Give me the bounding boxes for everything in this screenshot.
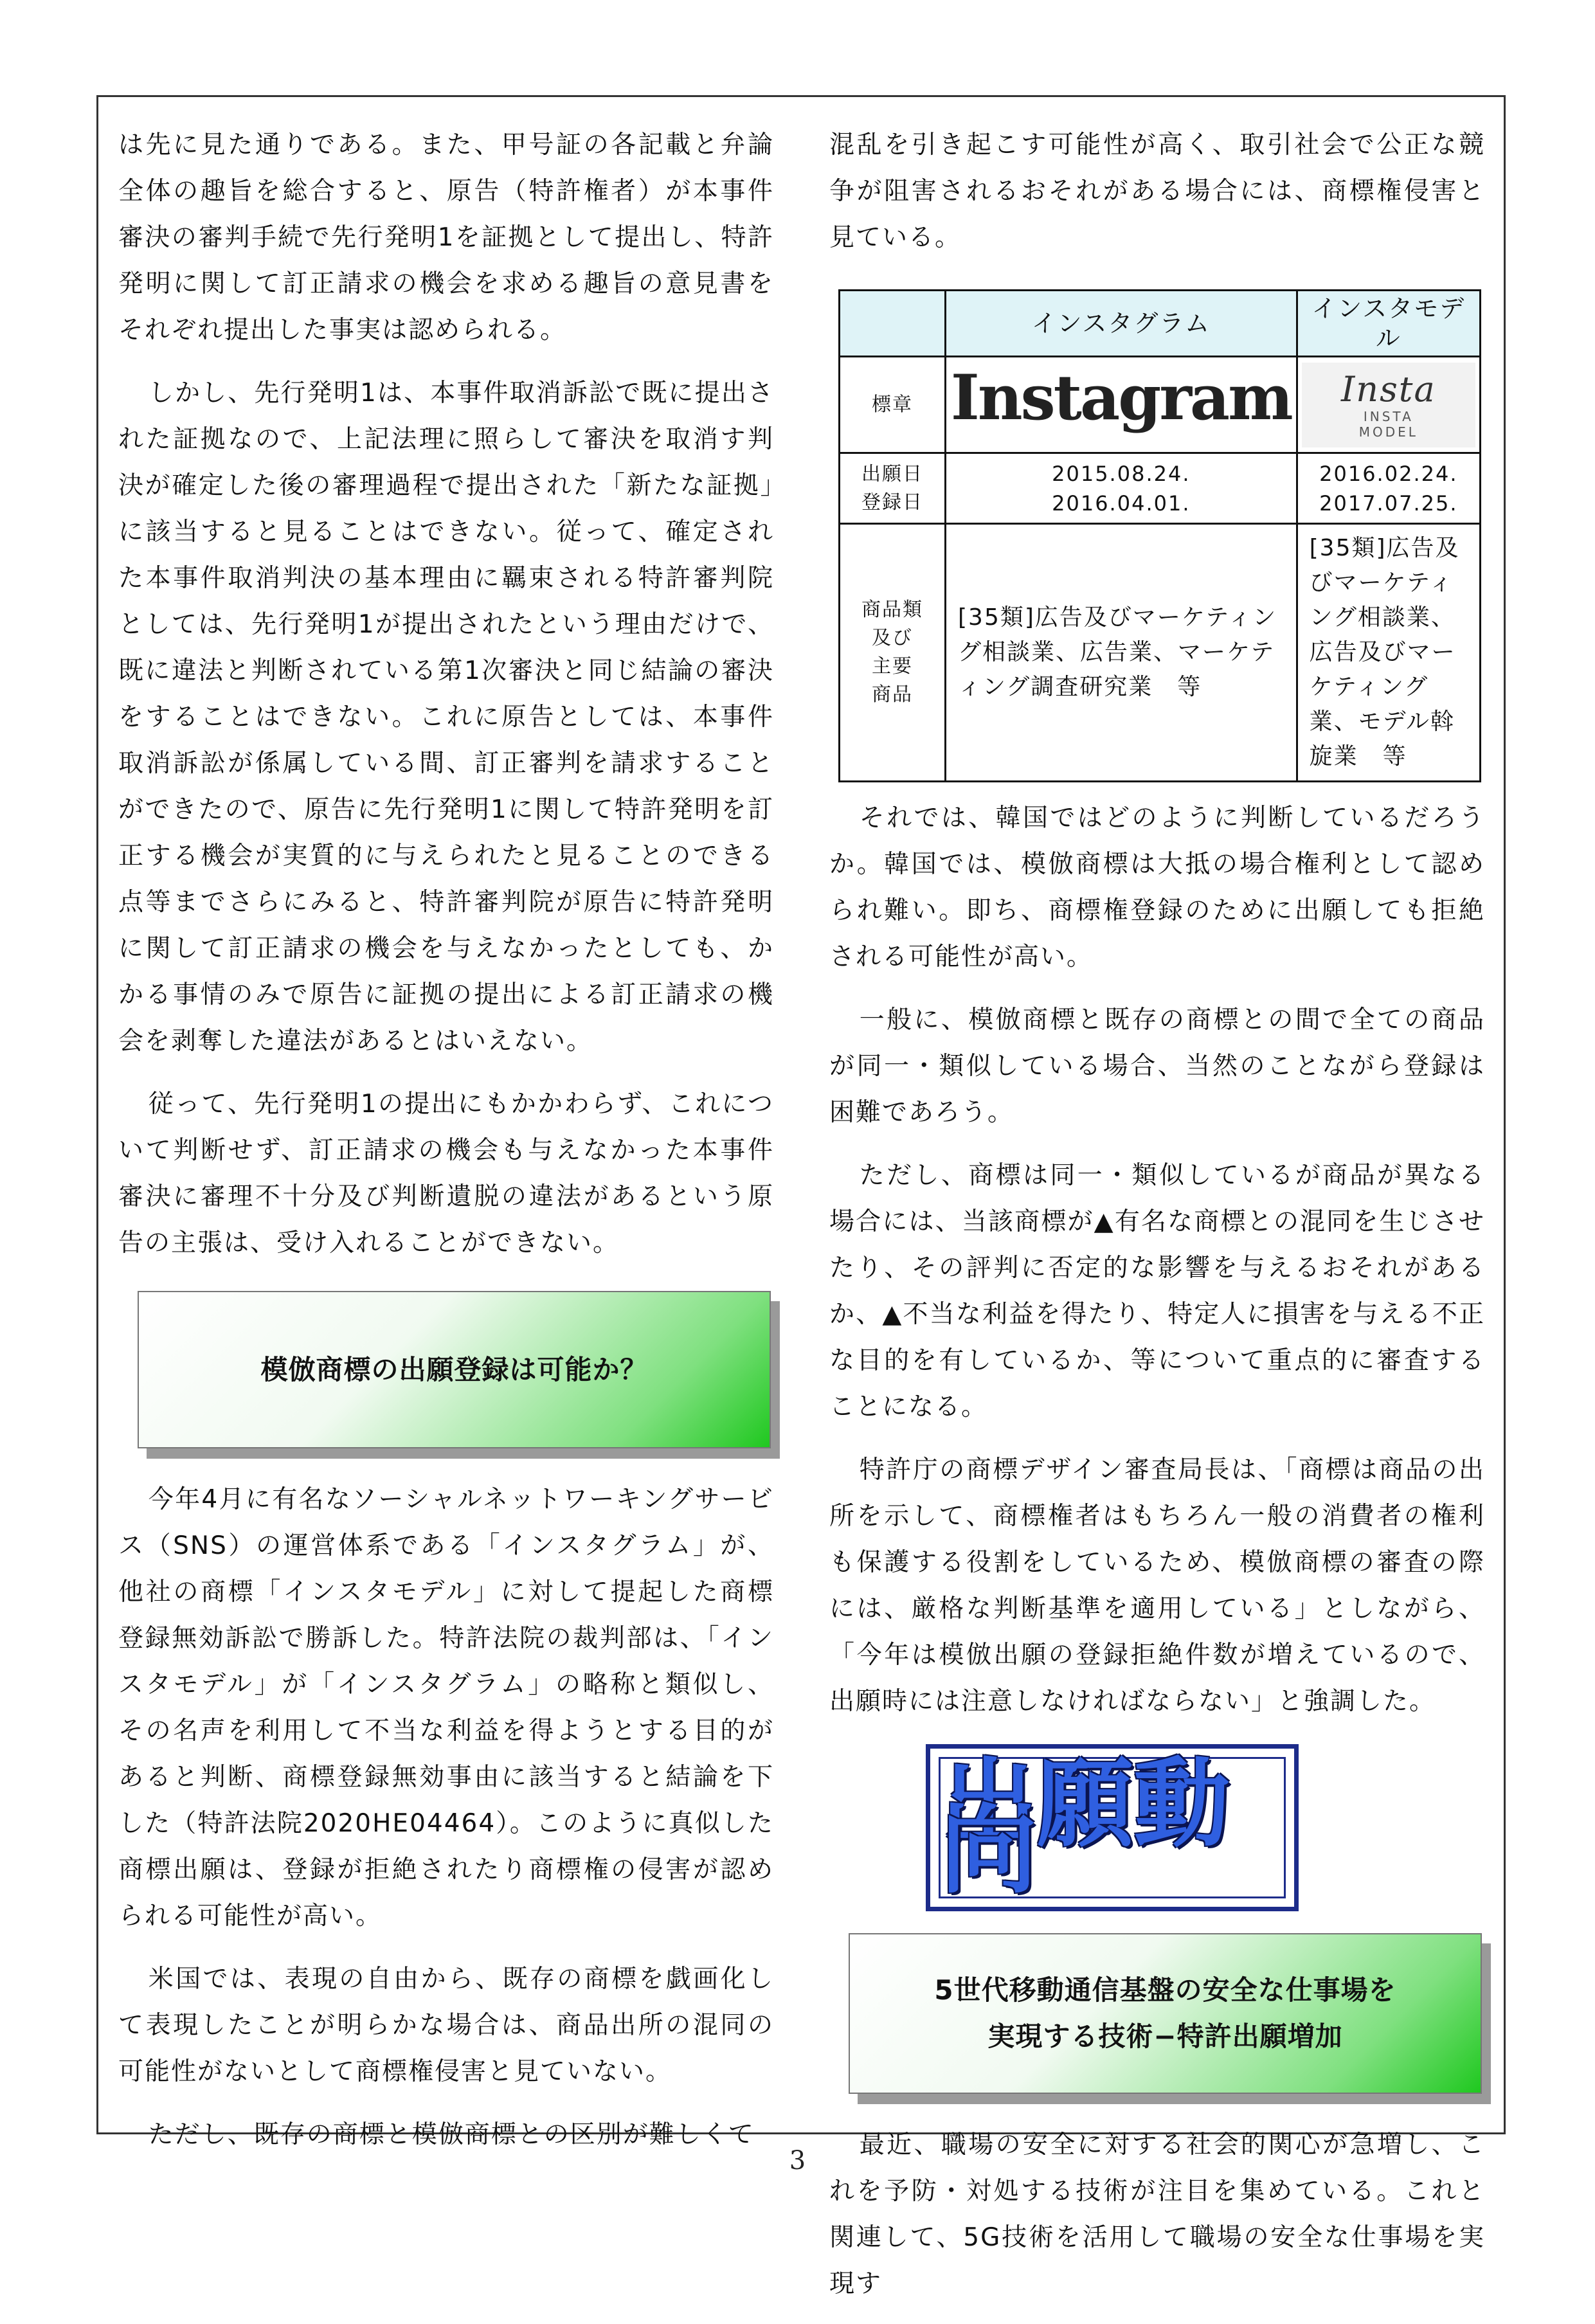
paragraph: 最近、職場の安全に対する社会的関心が急増し、これを予防・対処する技術が注目を集めている。これと関連して、5G技術を活用して職場の安全な仕事場を実現す: [829, 2130, 1485, 2298]
table-header-instamodel: インスタモデル: [1297, 291, 1480, 357]
paragraph: 今年4月に有名なソーシャルネットワーキングサービス（SNS）の運営体系である「インスタグラム」が、他社の商標「インスタモデル」に対して提起した商標登録無効訴訟で勝訴した。特許法院の裁判部は、「インスタモデル」が「インスタグラム」の略称と類似し、その名声を利用して不当な利益を得ようとする目的があると判断、商標登録無効事由に該当すると結論を下した（特許法院2020HE04464）。このように真似した商標出願は、登録が拒絶されたり商標権の侵害が認められる可能性が高い。: [118, 1485, 774, 1931]
filing-trend-title: 出願動向: [941, 1749, 1230, 1907]
instagram-goods: [35類]広告及びマーケティング相談業、広告業、マーケティング調査研究業 等: [946, 524, 1297, 782]
paragraph: 混乱を引き起こす可能性が高く、取引社会で公正な競争が阻害されるおそれがある場合には、商標権侵害と見ている。: [829, 131, 1485, 252]
page-number: 3: [789, 2146, 806, 2175]
paragraph: 一般に、模倣商標と既存の商標との間で全ての商品が同一・類似している場合、当然のことながら登録は困難であろう。: [829, 1005, 1485, 1127]
trademark-comparison-table: [838, 289, 1481, 782]
paragraph: は先に見た通りである。また、甲号証の各記載と弁論全体の趣旨を総合すると、原告（特許権者）が本事件審決の審判手続で先行発明1を証拠として提出し、特許発明に関して訂正請求の機会を求める趣旨の意見書をそれぞれ提出した事実は認められる。: [118, 131, 774, 345]
instamodel-goods: [35類]広告及びマーケティング相談業、広告及びマーケティング業、モデル斡旋業 等: [1297, 524, 1480, 782]
row-label-dates: 出願日 登録日: [840, 453, 946, 524]
paragraph: 特許庁の商標デザイン審査局長は、「商標は商品の出所を示して、商標権者はもちろん一般の消費者の権利も保護する役割をしているため、模倣商標の審査の際には、厳格な判断基準を適用している」としながら、「今年は模倣出願の登録拒絶件数が増えているので、出願時には注意しなければならない」と強調した。: [829, 1455, 1485, 1716]
table-header-instagram: インスタグラム: [946, 291, 1297, 357]
paragraph: ただし、既存の商標と模倣商標との区別が難しくて: [148, 2120, 755, 2149]
row-label-mark: 標章: [840, 357, 946, 453]
row-label-goods: 商品類 及び 主要 商品: [840, 524, 946, 782]
paragraph: しかし、先行発明1は、本事件取消訴訟で既に提出された証拠なので、上記法理に照らして審決を取消す判決が確定した後の審理過程で提出された「新たな証拠」に該当すると見ることはできない。従って、確定された本事件取消判決の基本理由に羈束される特許審判院としては、先行発明1が提出されたという理由だけで、既に違法と判断されている第1次審決と同じ結論の審決をすることはできない。これに原告としては、本事件取消訴訟が係属している間、訂正審判を請求することができたので、原告に先行発明1に関して特許発明を訂正する機会が実質的に与えられたと見ることのできる点等までさらにみると、特許審判院が原告に特許発明に関して訂正請求の機会を与えなかったとしても、かかる事情のみで原告に証拠の提出による訂正請求の機会を剥奪した違法があるとはいえない。: [118, 379, 774, 1056]
paragraph: ただし、商標は同一・類似しているが商品が異なる場合には、当該商標が▲有名な商標との混同を生じさせたり、その評判に否定的な影響を与えるおそれがあるか、▲不当な利益を得たり、特定人に損害を与える不正な目的を有しているか、等について重点的に審査することになる。: [829, 1161, 1485, 1421]
paragraph: 米国では、表現の自由から、既存の商標を戯画化して表現したことが明らかな場合は、商品出所の混同の可能性がないとして商標権侵害と見ていない。: [118, 1965, 774, 2086]
instagram-dates: 2015.08.24. 2016.04.01.: [946, 453, 1297, 524]
filing-trend-title-box: [926, 1744, 1299, 1911]
instagram-logo: Instagram: [946, 357, 1297, 453]
section-heading-banner-5g: [849, 1933, 1482, 2094]
instamodel-dates: 2016.02.24. 2017.07.25.: [1297, 453, 1480, 524]
insta-model-logo: Insta INSTA MODEL: [1297, 357, 1480, 453]
left-column: [118, 122, 774, 2175]
section-heading-5g: 5世代移動通信基盤の安全な仕事場を 実現する技術−特許出願増加: [849, 1933, 1482, 2094]
table-corner-cell: [840, 291, 946, 357]
paragraph: 従って、先行発明1の提出にもかかわらず、これについて判断せず、訂正請求の機会も与えなかった本事件審決に審理不十分及び判断遺脱の違法があるという原告の主張は、受け入れることができない。: [118, 1090, 774, 1257]
paragraph: それでは、韓国ではどのように判断しているだろうか。韓国では、模倣商標は大抵の場合権利として認められ難い。即ち、商標権登録のために出願しても拒絶される可能性が高い。: [829, 804, 1485, 971]
right-column: [829, 122, 1485, 2324]
section-heading: 模倣商標の出願登録は可能か？: [138, 1291, 771, 1448]
section-heading-banner: [138, 1291, 771, 1448]
